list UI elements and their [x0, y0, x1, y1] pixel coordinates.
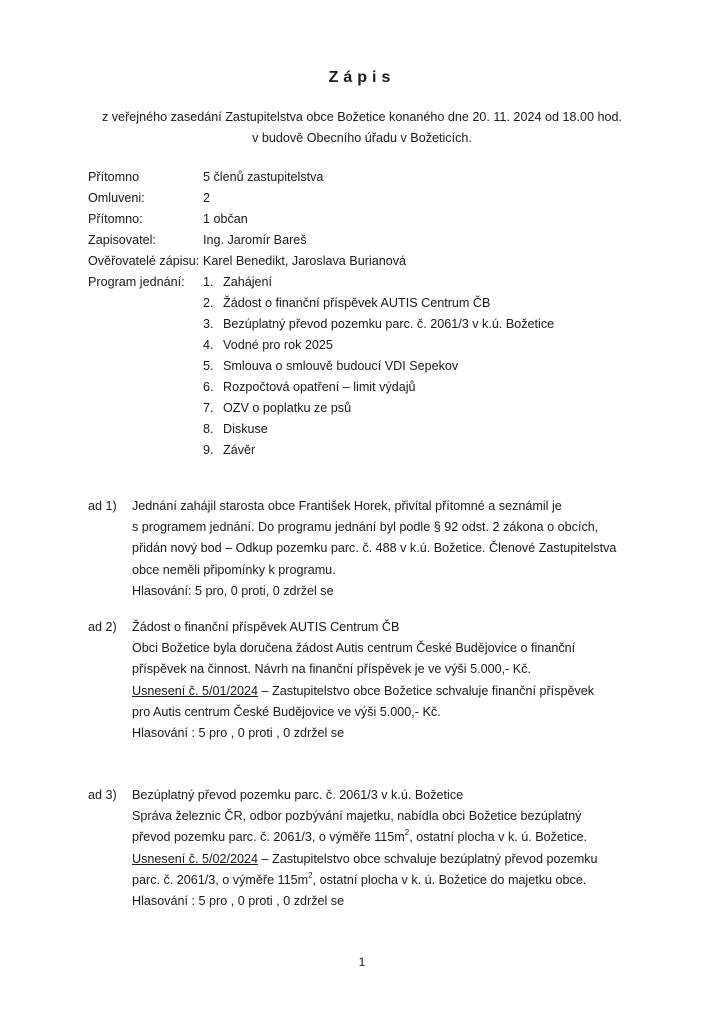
resolution-reference: Usnesení č. 5/01/2024 — [132, 683, 259, 698]
program-number: 2. — [203, 296, 214, 310]
section-line: s programem jednání. Do programu jednání byl podle § 92 odst. 2 zákona o obcích, — [132, 520, 599, 535]
vote-result: Hlasování: 5 pro, 0 proti, 0 zdržel se — [132, 583, 334, 598]
superscript: 2 — [404, 828, 410, 838]
section-line — [132, 870, 692, 891]
resolution-line — [132, 849, 692, 870]
program-text: Smlouva o smlouvě budoucí VDI Sepekov — [223, 359, 459, 373]
program-number: 3. — [203, 317, 214, 331]
superscript: 2 — [308, 870, 313, 880]
info-label: Ověřovatelé zápisu: — [88, 254, 200, 268]
subtitle-line-1: z veřejného zasedání Zastupitelstva obce Božetice konaného dne 20. 11. 2024 od 18.00 hod. — [102, 110, 622, 124]
program-number: 5. — [203, 359, 214, 373]
section-line: přidán nový bod – Odkup pozemku parc. č. 488 v k.ú. Božetice. Členové Zastupitelstva — [132, 541, 617, 556]
text-fragment: , ostatní plocha v k. ú. Božetice do majetku obce. — [312, 872, 587, 887]
info-label: Program jednání: — [88, 275, 185, 289]
info-label: Přítomno — [88, 170, 140, 184]
section-line: Správa železnic ČR, odbor pozbývání majetku, nabídla obci Božetice bezúplatný — [132, 809, 582, 824]
program-number: 8. — [203, 422, 214, 436]
section-body — [132, 617, 692, 744]
info-label: Zapisovatel: — [88, 233, 156, 247]
section-body — [132, 496, 692, 602]
info-value: 2 — [203, 191, 211, 205]
section-line: pro Autis centrum České Budějovice ve výši 5.000,- Kč. — [132, 704, 441, 719]
document-title: Zápis — [328, 69, 396, 86]
info-value: Ing. Jaromír Bareš — [203, 233, 307, 247]
section-heading: Žádost o finanční příspěvek AUTIS Centrum ČB — [132, 620, 400, 634]
resolution-text: – Zastupitelstvo obce schvaluje bezúplatný převod pozemku — [258, 851, 598, 866]
resolution-line — [132, 681, 692, 702]
program-text: Žádost o finanční příspěvek AUTIS Centrum ČB — [223, 296, 491, 310]
program-text: Diskuse — [223, 422, 268, 436]
subtitle-line-2: v budově Obecního úřadu v Božeticích. — [252, 131, 472, 145]
program-number: 6. — [203, 380, 214, 394]
info-value: 5 členů zastupitelstva — [203, 170, 324, 184]
section-line: Obci Božetice byla doručena žádost Autis centrum České Budějovice o finanční — [132, 641, 576, 656]
text-fragment: převod pozemku parc. č. 2061/3, o výměře 115m — [132, 830, 405, 845]
info-value: 1 občan — [203, 212, 248, 226]
section-label: ad 2) — [88, 620, 117, 634]
program-text: Bezúplatný převod pozemku parc. č. 2061/3 v k.ú. Božetice — [223, 317, 555, 331]
info-label: Přítomno: — [88, 212, 143, 226]
section-line: obce neměli připomínky k programu. — [132, 562, 336, 577]
section-label: ad 3) — [88, 788, 117, 802]
program-text: Závěr — [223, 443, 256, 457]
program-text: OZV o poplatku ze psů — [223, 401, 352, 415]
section-line — [132, 827, 692, 848]
resolution-reference: Usnesení č. 5/02/2024 — [132, 851, 259, 866]
vote-result: Hlasování : 5 pro , 0 proti , 0 zdržel se — [132, 725, 345, 740]
program-number: 4. — [203, 338, 214, 352]
section-heading: Bezúplatný převod pozemku parc. č. 2061/3 v k.ú. Božetice — [132, 788, 464, 802]
section-body — [132, 785, 692, 912]
section-line: příspěvek na činnost. Návrh na finanční příspěvek je ve výši 5.000,- Kč. — [132, 662, 532, 677]
section-label: ad 1) — [88, 499, 117, 513]
page-number: 1 — [358, 955, 366, 969]
program-number: 7. — [203, 401, 214, 415]
info-value: Karel Benedikt, Jaroslava Burianová — [203, 254, 407, 268]
vote-result: Hlasování : 5 pro , 0 proti , 0 zdržel se — [132, 893, 345, 908]
section-line: Jednání zahájil starosta obce František Horek, přivítal přítomné a seznámil je — [132, 499, 562, 513]
text-fragment: parc. č. 2061/3, o výměře 115m — [132, 872, 309, 887]
program-number: 1. — [203, 275, 214, 289]
program-number: 9. — [203, 443, 214, 457]
program-text: Vodné pro rok 2025 — [223, 338, 333, 352]
text-fragment: , ostatní plocha v k. ú. Božetice. — [409, 830, 588, 845]
info-label: Omluveni: — [88, 191, 145, 205]
resolution-text: – Zastupitelstvo obce Božetice schvaluje finanční příspěvek — [258, 683, 595, 698]
program-text: Zahájení — [223, 275, 273, 289]
program-text: Rozpočtová opatření – limit výdajů — [223, 380, 416, 394]
